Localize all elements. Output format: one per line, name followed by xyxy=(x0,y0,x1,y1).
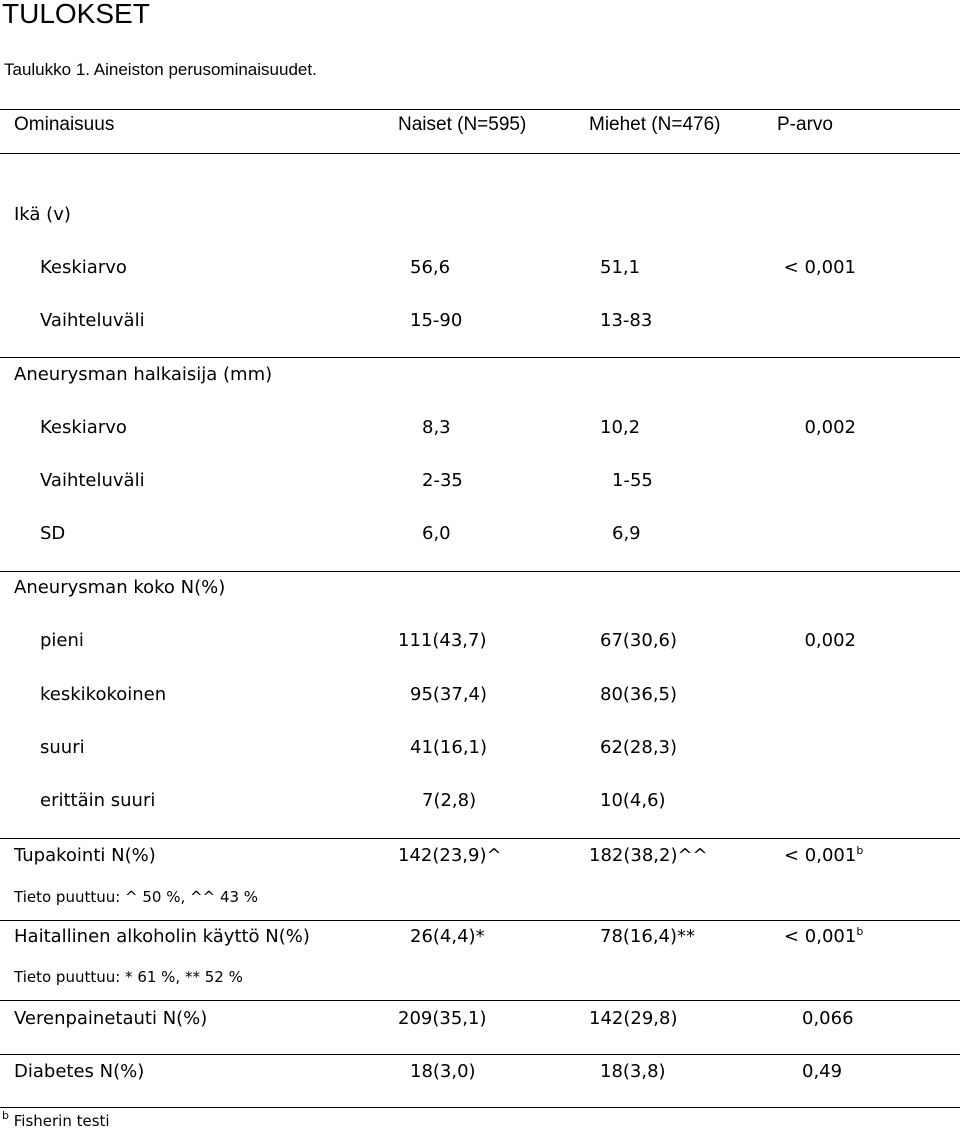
cell-women: 8,3 xyxy=(422,417,451,438)
row-label: Tupakointi N(%) xyxy=(14,845,156,866)
cell-p-value: < 0,001$^b$ xyxy=(784,925,864,947)
table-caption: Taulukko 1. Aineiston perusominaisuudet. xyxy=(4,60,317,79)
row-label: Keskiarvo xyxy=(40,257,127,278)
row-label: Keskiarvo xyxy=(40,417,127,438)
header-naiset: Naiset (N=595) xyxy=(398,114,527,135)
section-rule xyxy=(0,838,960,839)
cell-men: 62(28,3) xyxy=(600,737,678,758)
cell-p-value: 0,49 xyxy=(802,1061,843,1082)
section-rule xyxy=(0,1054,960,1055)
cell-men: 142(29,8) xyxy=(589,1008,678,1029)
table-top-rule xyxy=(0,109,960,110)
cell-p-value: < 0,001$^b$ xyxy=(784,844,864,866)
section-label-halkaisija: Aneurysman halkaisija (mm) xyxy=(14,364,273,385)
missing-data-note: Tieto puuttuu: ^ 50 %, ^^ 43 % xyxy=(14,888,259,906)
header-p-arvo: P-arvo xyxy=(777,114,833,135)
row-label: SD xyxy=(40,523,66,544)
section-rule xyxy=(0,920,960,921)
cell-women: 111(43,7) xyxy=(398,630,487,651)
cell-women: 2-35 xyxy=(422,470,463,491)
cell-men: 78(16,4)** xyxy=(600,926,696,947)
cell-women: 95(37,4) xyxy=(410,684,488,705)
cell-women: 209(35,1) xyxy=(398,1008,487,1029)
cell-women: 56,6 xyxy=(410,257,451,278)
footnote-text: Fisherin testi xyxy=(13,1112,110,1130)
row-label: Vaihteluväli xyxy=(40,470,145,491)
section-rule xyxy=(0,1000,960,1001)
header-rule xyxy=(0,153,960,154)
row-label: Diabetes N(%) xyxy=(14,1061,145,1082)
cell-men: 51,1 xyxy=(600,257,641,278)
row-label: Verenpainetauti N(%) xyxy=(14,1008,208,1029)
row-label: keskikokoinen xyxy=(40,684,167,705)
cell-men: 182(38,2)^^ xyxy=(589,845,708,866)
footnote xyxy=(2,1109,110,1130)
cell-p-value: 0,002 xyxy=(804,417,856,438)
cell-men: 67(30,6) xyxy=(600,630,678,651)
cell-women: 15-90 xyxy=(410,310,463,331)
cell-men: 80(36,5) xyxy=(600,684,678,705)
row-label: suuri xyxy=(40,737,85,758)
cell-p-value: 0,066 xyxy=(802,1008,854,1029)
cell-men: 10(4,6) xyxy=(600,790,666,811)
cell-men: 1-55 xyxy=(612,470,653,491)
section-rule xyxy=(0,357,960,358)
row-label: Haitallinen alkoholin käyttö N(%) xyxy=(14,926,310,947)
cell-women: 6,0 xyxy=(422,523,451,544)
header-miehet: Miehet (N=476) xyxy=(589,114,721,135)
header-ominaisuus: Ominaisuus xyxy=(14,114,115,135)
section-rule xyxy=(0,571,960,572)
cell-p-value: 0,002 xyxy=(804,630,856,651)
cell-women: 18(3,0) xyxy=(410,1061,476,1082)
cell-women: 7(2,8) xyxy=(422,790,477,811)
row-label: Vaihteluväli xyxy=(40,310,145,331)
section-label-koko: Aneurysman koko N(%) xyxy=(14,577,226,598)
page-title: TULOKSET xyxy=(2,0,150,29)
row-label: pieni xyxy=(40,630,84,651)
cell-men: 13-83 xyxy=(600,310,653,331)
cell-women: 26(4,4)* xyxy=(410,926,485,947)
footnote-marker: b xyxy=(856,925,864,938)
footnote-marker: b xyxy=(856,844,864,857)
cell-women: 142(23,9)^ xyxy=(398,845,502,866)
section-label-ika: Ikä (v) xyxy=(14,204,71,225)
table-bottom-rule xyxy=(0,1107,960,1108)
cell-men: 18(3,8) xyxy=(600,1061,666,1082)
cell-men: 10,2 xyxy=(600,417,641,438)
row-label: erittäin suuri xyxy=(40,790,156,811)
cell-men: 6,9 xyxy=(612,523,641,544)
missing-data-note: Tieto puuttuu: * 61 %, ** 52 % xyxy=(14,968,243,986)
footnote-mark: b xyxy=(2,1109,9,1122)
cell-women: 41(16,1) xyxy=(410,737,488,758)
cell-p-value: < 0,001 xyxy=(783,257,856,278)
